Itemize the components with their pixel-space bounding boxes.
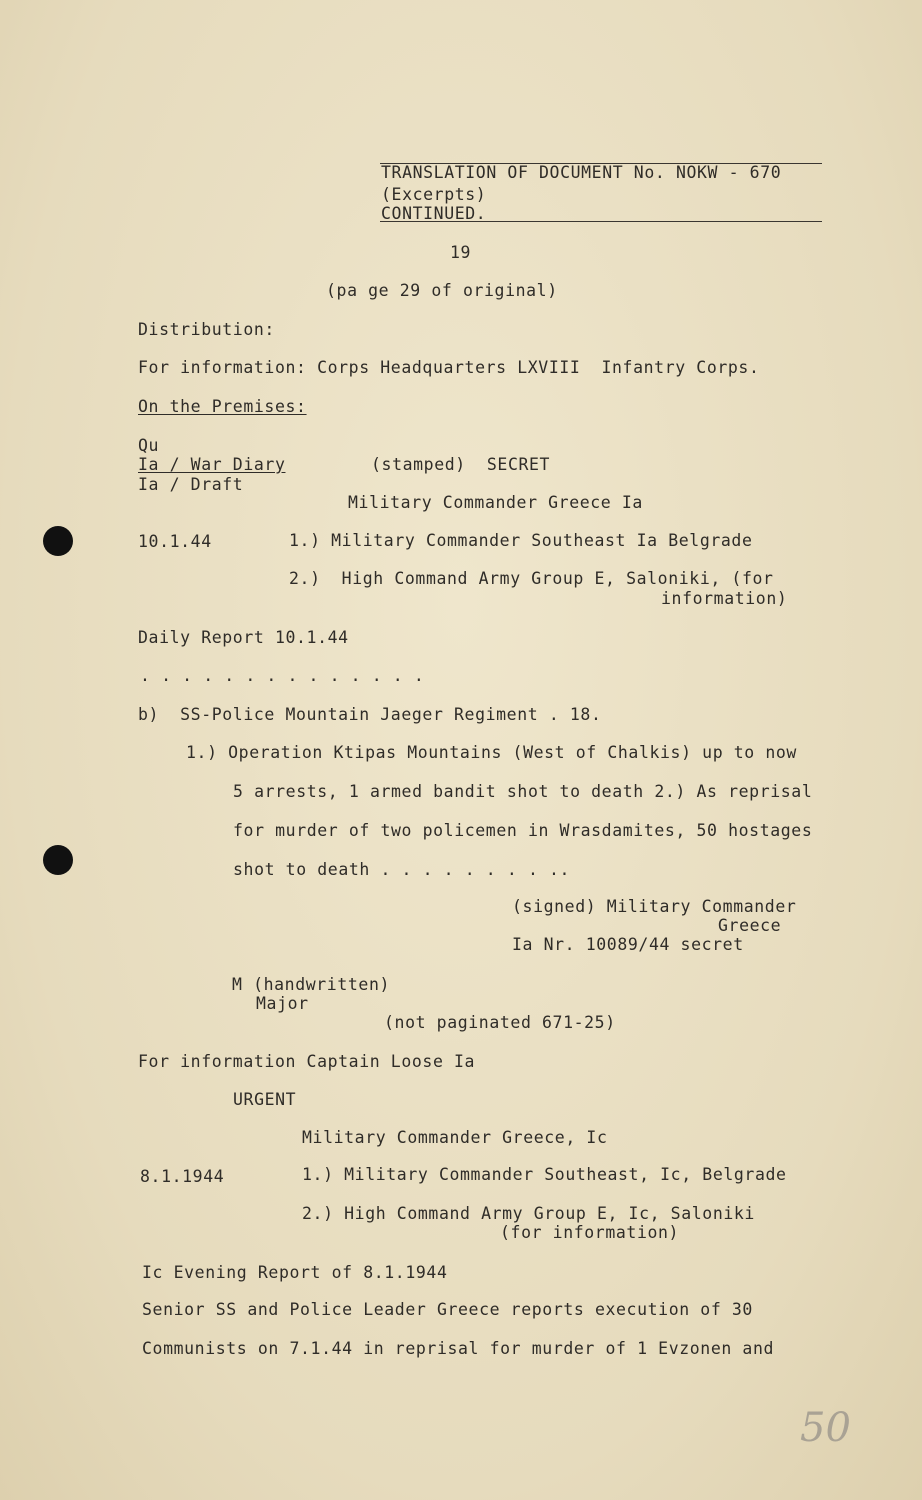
header-bottom-rule (380, 221, 822, 222)
daily-report: Daily Report 10.1.44 (138, 628, 349, 647)
qu-label: Qu (138, 436, 160, 455)
recipient-ic-2: 2.) High Command Army Group E, Ic, Saloniki (302, 1204, 755, 1223)
handwritten-note: M (handwritten) (232, 975, 391, 994)
evening-report: Ic Evening Report of 8.1.1944 (142, 1263, 448, 1282)
signed-military-commander: (signed) Military Commander (512, 897, 797, 916)
recipient-ic-1: 1.) Military Commander Southeast, Ic, Belgrade (302, 1165, 787, 1184)
on-premises-label: On the Premises: (138, 397, 307, 416)
pencil-page-mark: 50 (800, 1405, 851, 1451)
recipient-ic-2-info: (for information) (500, 1223, 680, 1242)
communists-line: Communists on 7.1.44 in reprisal for murder of 1 Evzonen and (142, 1339, 775, 1358)
operation-line-3: for murder of two policemen in Wrasdamites, 50 hostages (233, 821, 813, 840)
signed-greece: Greece (718, 916, 782, 935)
punch-hole (43, 845, 73, 875)
operation-line-4: shot to death . . . . . . . . .. (233, 860, 571, 879)
recipient-2: 2.) High Command Army Group E, Saloniki, (for (289, 569, 774, 588)
distribution-label: Distribution: (138, 320, 275, 339)
ia-number: Ia Nr. 10089/44 secret (512, 935, 744, 954)
senior-ss-line: Senior SS and Police Leader Greece reports execution of 30 (142, 1300, 753, 1319)
header-top-rule (380, 163, 822, 164)
operation-line-2: 5 arrests, 1 armed bandit shot to death 2.) As reprisal (233, 782, 813, 801)
operation-line-1: 1.) Operation Ktipas Mountains (West of Chalkis) up to now (186, 743, 797, 762)
urgent-label: URGENT (233, 1090, 297, 1109)
not-paginated: (not paginated 671-25) (384, 1013, 616, 1032)
page-number: 19 (450, 243, 472, 262)
ellipsis-dots: . . . . . . . . . . . . . . (140, 666, 425, 685)
for-information-line: For information: Corps Headquarters LXVIII Infantry Corps. (138, 358, 760, 377)
punch-hole (43, 526, 73, 556)
item-b-regiment: b) SS-Police Mountain Jaeger Regiment . 18. (138, 705, 602, 724)
for-information-captain: For information Captain Loose Ia (138, 1052, 476, 1071)
military-commander-ic: Military Commander Greece, Ic (302, 1128, 608, 1147)
major-label: Major (256, 994, 309, 1013)
header-continued: CONTINUED. (381, 204, 487, 223)
war-diary-label: Ia / War Diary (138, 455, 286, 474)
page-of-original: (pa ge 29 of original) (326, 281, 558, 300)
header-excerpts: (Excerpts) (381, 185, 487, 204)
recipient-2-info: information) (661, 589, 788, 608)
recipient-1: 1.) Military Commander Southeast Ia Belgrade (289, 531, 753, 550)
date-8-1-1944: 8.1.1944 (140, 1167, 225, 1186)
stamped-secret: (stamped) SECRET (371, 455, 551, 474)
header-title: TRANSLATION OF DOCUMENT No. NOKW - 670 (381, 163, 782, 182)
date-10-1-44: 10.1.44 (138, 532, 212, 551)
draft-label: Ia / Draft (138, 475, 244, 494)
military-commander-ia: Military Commander Greece Ia (348, 493, 643, 512)
